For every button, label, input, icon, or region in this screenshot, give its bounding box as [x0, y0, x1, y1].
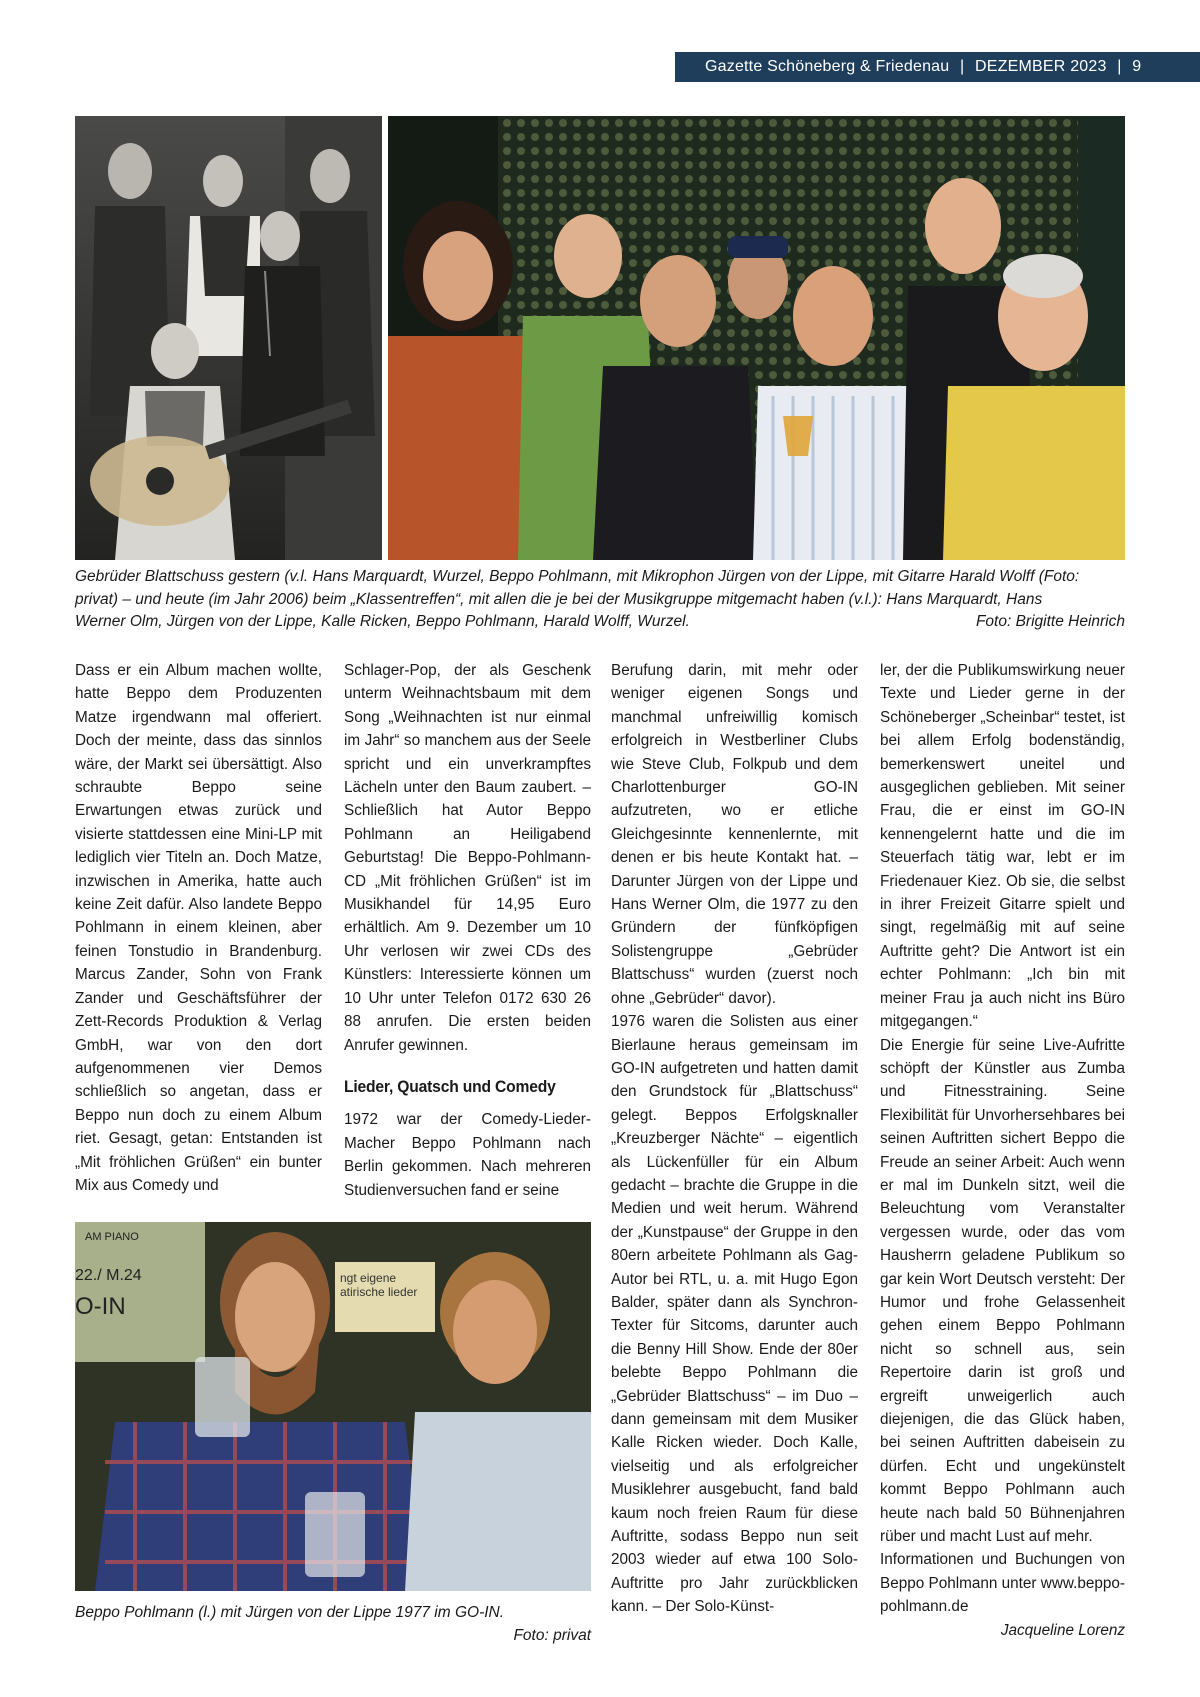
- caption-line: Gebrüder Blattschuss gestern (v.l. Hans Marquardt, Wurzel, Beppo Pohlmann, mit Mikrophon Jürgen von der Lippe, mit Gitarre Harald Wolff (Foto:: [75, 568, 1080, 585]
- article-column-3: [611, 659, 858, 1619]
- article-column-2: [344, 659, 591, 1202]
- photo-bw-illustration: [75, 116, 382, 560]
- photo-go-in-illustration: [75, 1222, 591, 1591]
- top-photo-caption: [75, 566, 1125, 636]
- sign-text: 22./ M.24: [75, 1267, 142, 1284]
- bottom-photo-caption: [75, 1602, 591, 1650]
- article-column-1: [75, 659, 322, 1197]
- article-column-4: [880, 659, 1125, 1642]
- photo-go-in-1977: [75, 1222, 591, 1591]
- paragraph: Schlager-Pop, der als Geschenk unterm Weihnachtsbaum mit dem Song „Weihnachten ist nur einmal im Jahr“ so manchem aus der Seele spricht und ein unverkrampftes Lächeln unter den Baum zaubert. – Schließlich hat Autor Beppo Pohlmann an Heiligabend Geburtstag! Die Beppo-Pohlmann-CD „Mit fröhlichen Grüßen“ ist im Musikhandel für 14,95 Euro erhältlich. Am 9. Dezember um 10 Uhr verlosen wir zwei CDs des Künstlers: Interessierte können um 10 Uhr unter Telefon 0172 630 26 88 anrufen. Die ersten beiden Anrufer gewinnen.: [344, 662, 591, 1054]
- paragraph: Dass er ein Album machen wollte, hatte Beppo dem Produzenten Matze irgendwann mal offeriert. Doch der meinte, dass das sinnlos wäre, der Markt sei übersättigt. Also schraubte Beppo seine Erwartungen etwas zurück und visierte stattdessen eine Mini-LP mit lediglich vier Titeln an. Doch Matze, inzwischen in Amerika, hatte auch keine Zeit dafür. Also landete Beppo Pohlmann in einem kleinen, aber feinen Tonstudio in Brandenburg. Marcus Zander, Sohn von Frank Zander und Geschäftsführer der Zett-Records Produktion & Verlag GmbH, war von den dort aufgenommenen vier Demos schließlich so angetan, dass er Beppo nun doch zu einem Album riet. Gesagt, getan: Entstanden ist „Mit fröhlichen Grüßen“ ein bunter Mix aus Comedy und: [75, 662, 322, 1194]
- page-header: [675, 52, 1200, 82]
- caption-text: Beppo Pohlmann (l.) mit Jürgen von der Lippe 1977 im GO-IN.: [75, 1604, 505, 1621]
- caption-line: Werner Olm, Jürgen von der Lippe, Kalle Ricken, Beppo Pohlmann, Harald Wolff, Wurzel.: [75, 613, 690, 630]
- header-separator: |: [1117, 58, 1122, 75]
- author-byline: Jacqueline Lorenz: [1000, 1621, 1125, 1639]
- photo-klassentreffen-2006: [388, 116, 1125, 560]
- issue-date: DEZEMBER 2023: [975, 58, 1107, 75]
- sign-text: O-IN: [75, 1293, 126, 1320]
- paragraph: 1972 war der Comedy-Lieder-Macher Beppo Pohlmann nach Berlin gekommen. Nach mehreren Studienversuchen fand er seine: [344, 1111, 591, 1199]
- photo-credit: Foto: Brigitte Heinrich: [975, 613, 1125, 630]
- paragraph: Die Energie für seine Live-Aufritte schöpft der Künstler aus Zumba und Fitnesstraining. Seine Flexibilität für Unvorhersehbares bei seinen Auftritten sichert Beppo die Freude an seiner Arbeit: Auch wenn er mal im Dunkeln sitzt, weil die Beleuchtung vom Veranstalter vergessen wurde, oder das vom Hausherrn geladene Publikum so gar kein Wort Deutsch versteht: Der Humor und frohe Gelassenheit gehen einem Beppo Pohlmann nicht so schnell aus, sein Repertoire darin ist groß und ergreift unweigerlich auch diejenigen, die das Glück haben, bei seinen Auftritten dabeisein zu dürfen. Echt und ungekünstelt kommt Beppo Pohlmann auch heute nach bald 50 Bühnenjahren rüber und macht Lust auf mehr.: [880, 1036, 1125, 1546]
- paragraph: 1976 waren die Solisten aus einer Bierlaune heraus gemeinsam im GO-IN aufgetreten und hatten damit den Grundstock für „Blattschuss“ gelegt. Beppos Erfolgsknaller „Kreuzberger Nächte“ – eigentlich als Lückenfüller für ein Album gedacht – brachte die Gruppe in die Medien und weit herum. Während der „Kunstpause“ der Gruppe in den 80ern arbeitete Pohlmann als Gag-Autor bei RTL, u. a. mit Hugo Egon Balder, später dann als Synchron-Texter für Sitcoms, darunter auch die Benny Hill Show. Ende der 80er belebte Beppo Pohlmann die „Gebrüder Blattschuss“ – im Duo – dann gemeinsam mit dem Musiker Kalle Ricken wieder. Doch Kalle, vielseitig und als erfolgreicher Musiklehrer ausgebucht, fand bald kaum noch freien Raum für diese Auftritte, sodass Beppo nun seit 2003 wieder auf etwa 100 Solo-Auftritte pro Jahr zurückblicken kann. – Der Solo-Künst-: [611, 1013, 858, 1616]
- photo-blattschuss-1970s: [75, 116, 382, 560]
- paragraph: Berufung darin, mit mehr oder weniger eigenen Songs und manchmal unfreiwillig komisch erfolgreich in Westberliner Clubs wie Steve Club, Folkpub und dem Charlottenburger GO-IN aufzutreten, wo er etliche Gleichgesinnte kennenlernte, mit denen er bis heute Kontakt hat. – Darunter Jürgen von der Lippe und Hans Werner Olm, die 1977 zu den Gründern der fünfköpfigen Solistengruppe „Gebrüder Blattschuss“ wurden (zuerst noch ohne „Gebrüder“ davor).: [611, 662, 858, 1007]
- header-separator: |: [960, 58, 965, 75]
- paragraph: Informationen und Buchungen von Beppo Pohlmann unter www.beppo-pohlmann.de: [880, 1551, 1125, 1616]
- page-number: 9: [1132, 58, 1142, 75]
- sign-text: ngt eigene: [340, 1271, 397, 1285]
- sign-text: atirische lieder: [340, 1285, 418, 1299]
- sign-text: AM PIANO: [85, 1231, 139, 1243]
- photo-credit: Foto: privat: [513, 1627, 591, 1644]
- subheading: Lieder, Quatsch und Comedy: [344, 1076, 556, 1096]
- photo-color-illustration: [388, 116, 1125, 560]
- caption-line: privat) – und heute (im Jahr 2006) beim „Klassentreffen“, mit allen die je bei der Musikgruppe mitgemacht haben (v.l.): Hans Marquardt, Hans: [75, 590, 1043, 608]
- publication-name: Gazette Schöneberg & Friedenau: [705, 58, 950, 75]
- paragraph: ler, der die Publikumswirkung neuer Texte und Lieder gerne in der Schöneberger „Scheinbar“ testet, ist bei allem Erfolg bodenständig, bemerkenswert uneitel und ausgeglichen geblieben. Mit seiner Frau, die er einst im GO-IN kennengelernt hatte und die im Steuerfach tätig war, lebt er im Friedenauer Kiez. Ob sie, die selbst in ihrer Freizeit Gitarre spielt und singt, regelmäßig mit auf seine Auftritte geht? Die Antwort ist ein echter Pohlmann: „Ich bin mit meiner Frau ja auch nicht ins Büro mitgegangen.“: [880, 662, 1125, 1031]
